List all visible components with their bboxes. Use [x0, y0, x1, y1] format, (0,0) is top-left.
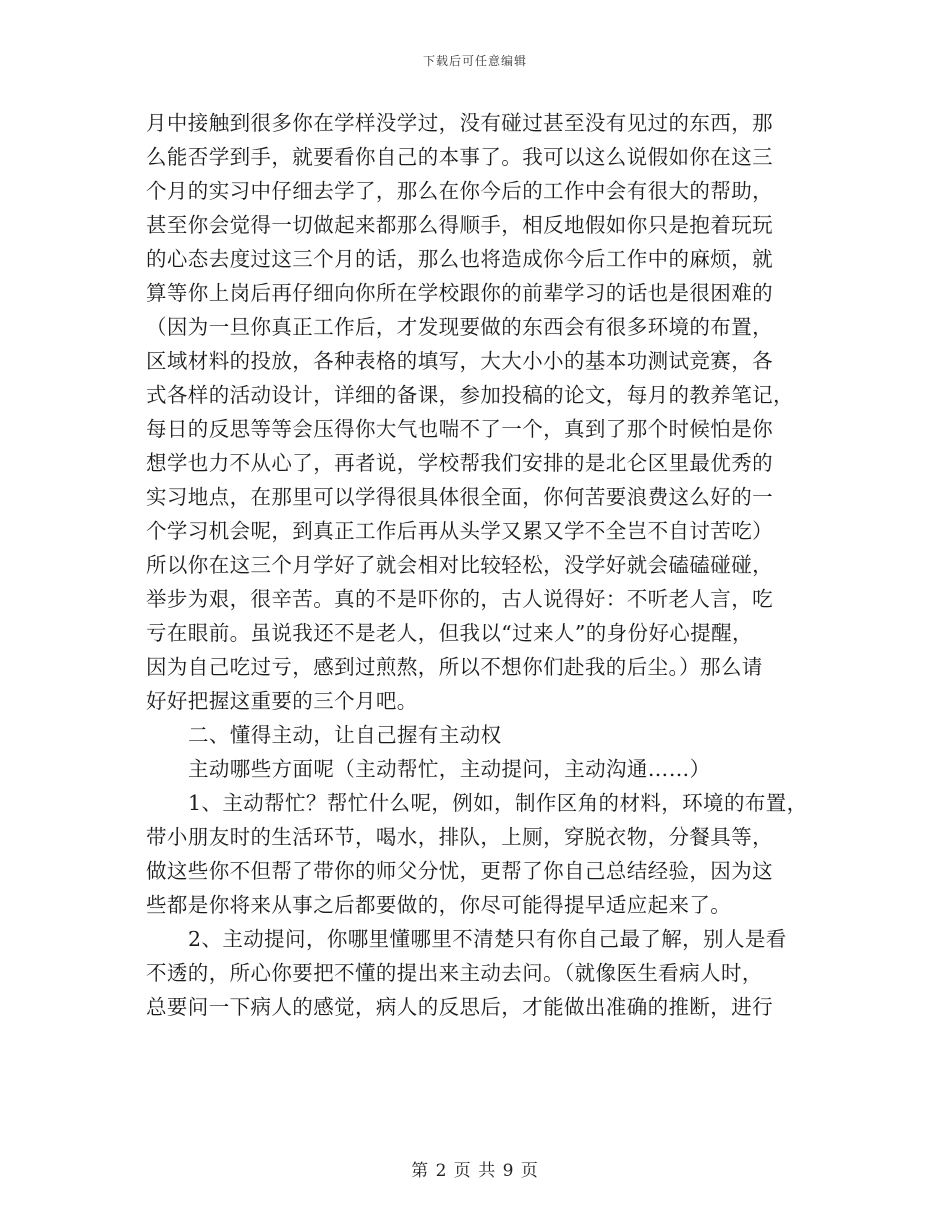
- text-line: 式各样的活动设计，详细的备课，参加投稿的论文，每月的教养笔记，: [146, 383, 794, 407]
- text-line: 算等你上岗后再仔细向你所在学校跟你的前辈学习的话也是很困难的: [146, 281, 773, 305]
- text-line: 不透的，所心你要把不懂的提出来主动去问。（就像医生看病人时，: [146, 961, 763, 985]
- text-line: 总要问一下病人的感觉，病人的反思后，才能做出准确的推断，进行: [146, 995, 773, 1019]
- text-line: 想学也力不从心了，再者说，学校帮我们安排的是北仑区里最优秀的: [146, 451, 773, 475]
- text-line: 带小朋友时的生活环节，喝水，排队，上厕，穿脱衣物，分餐具等，: [146, 825, 773, 849]
- page-header: 下载后可任意编辑: [422, 54, 527, 68]
- text-line: 2、主动提问，你哪里懂哪里不清楚只有你自己最了解，别人是看: [188, 927, 787, 951]
- text-line: 所以你在这三个月学好了就会相对比较轻松，没学好就会磕磕碰碰，: [146, 553, 773, 577]
- text-line: 的心态去度过这三个月的话，那么也将造成你今后工作中的麻烦，就: [146, 247, 773, 271]
- text-line: 么能否学到手，就要看你自己的本事了。我可以这么说假如你在这三: [146, 145, 773, 169]
- text-line: 区域材料的投放，各种表格的填写，大大小小的基本功测试竞赛，各: [146, 349, 773, 373]
- text-line: 个学习机会呢，到真正工作后再从头学又累又学不全岂不自讨苦吃）: [146, 519, 773, 543]
- text-line: 些都是你将来从事之后都要做的，你尽可能得提早适应起来了。: [146, 893, 732, 917]
- text-line: 好好把握这重要的三个月吧。: [146, 689, 418, 713]
- page-number: 第 2 页 共 9 页: [411, 1161, 539, 1181]
- text-line: 主动哪些方面呢（主动帮忙，主动提问，主动沟通……）: [188, 757, 711, 781]
- text-line: 甚至你会觉得一切做起来都那么得顺手，相反地假如你只是抱着玩玩: [146, 213, 773, 237]
- document-body: [146, 106, 826, 1024]
- text-line: 因为自己吃过亏，感到过煎熬，所以不想你们赴我的后尘。）那么请: [146, 655, 763, 679]
- text-line: 个月的实习中仔细去学了，那么在你今后的工作中会有很大的帮助，: [146, 179, 773, 203]
- text-line: 亏在眼前。虽说我还不是老人，但我以“过来人”的身份好心提醒，: [146, 621, 753, 645]
- text-line: 二、懂得主动，让自己握有主动权: [188, 723, 502, 747]
- text-line: 1、主动帮忙？帮忙什么呢，例如，制作区角的材料，环境的布置，: [188, 791, 808, 815]
- text-line: 每日的反思等等会压得你大气也喘不了一个，真到了那个时候怕是你: [146, 417, 773, 441]
- text-line: 月中接触到很多你在学样没学过，没有碰过甚至没有见过的东西，那: [146, 111, 773, 135]
- text-line: 举步为艰，很辛苦。真的不是吓你的，古人说得好：不听老人言，吃: [146, 587, 773, 611]
- text-line: 做这些你不但帮了带你的师父分忧，更帮了你自己总结经验，因为这: [146, 859, 773, 883]
- text-line: （因为一旦你真正工作后，才发现要做的东西会有很多环境的布置，: [146, 315, 773, 339]
- text-line: 实习地点，在那里可以学得很具体很全面，你何苦要浪费这么好的一: [146, 485, 773, 509]
